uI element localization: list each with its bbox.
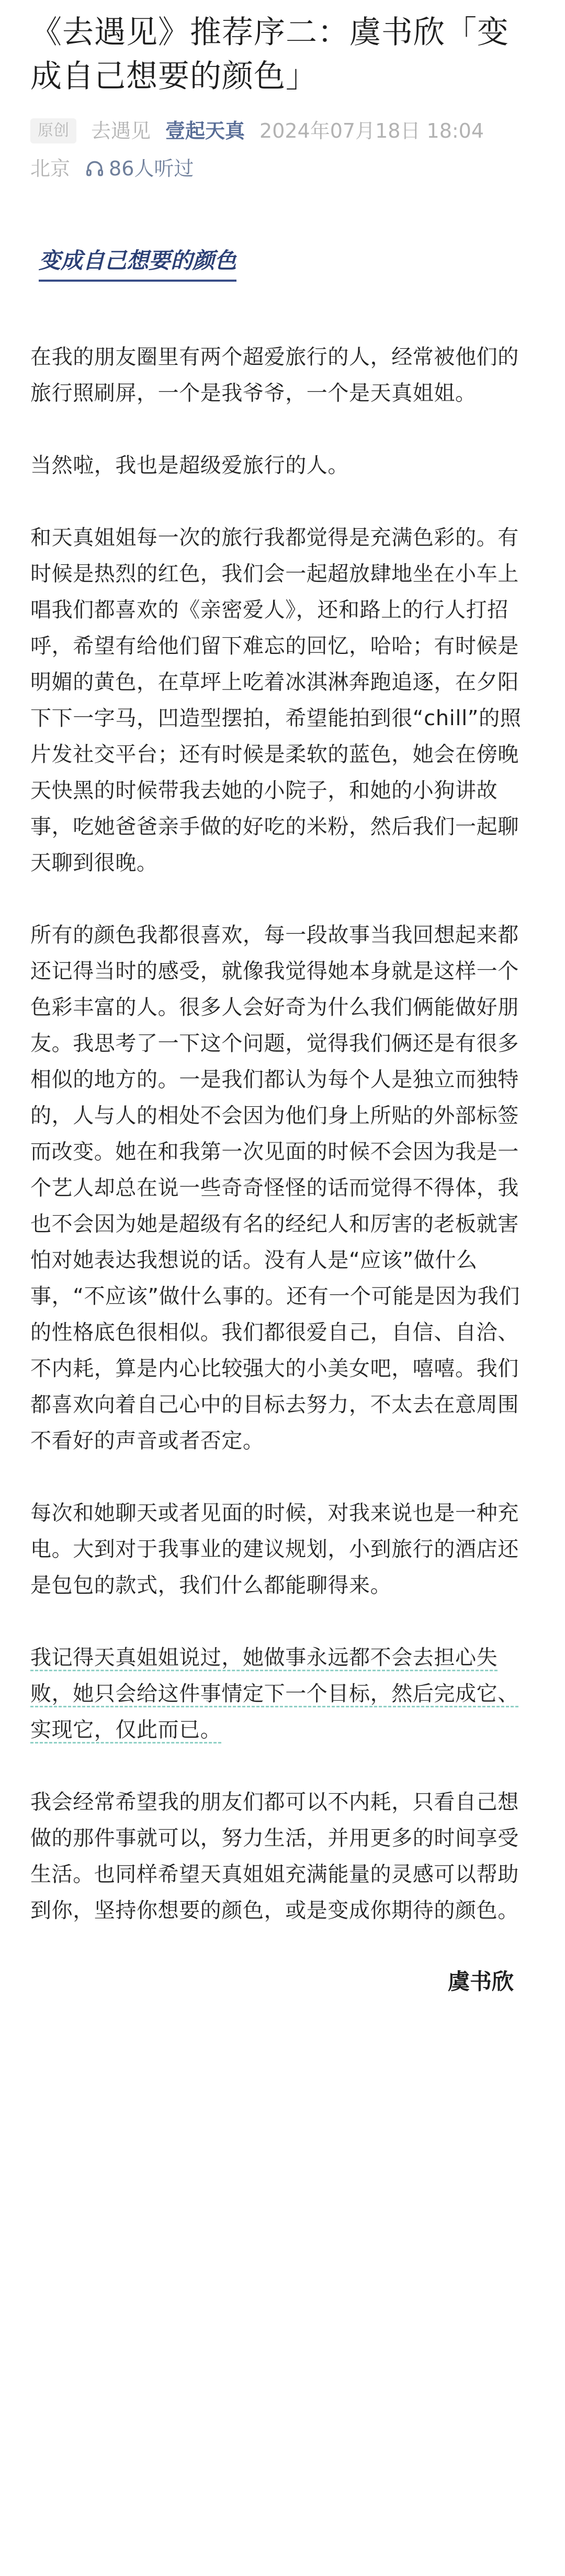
headphone-icon <box>85 159 105 179</box>
paragraph-5: 每次和她聊天或者见面的时候，对我来说也是一种充电。大到对于我事业的建议规划，小到旅行的酒店还是包包的款式，我们什么都能聊得来。 <box>30 1501 519 1597</box>
meta-line-top <box>30 112 535 150</box>
listener-count: 86人听过 <box>109 157 194 180</box>
highlighted-quote: 我记得天真姐姐说过，她做事永远都不会去担心失败，她只会给这件事情定下一个目标，然后完成它、实现它，仅此而已。 <box>30 1646 519 1742</box>
meta-line-bottom <box>30 150 535 187</box>
author-signature: 虞书欣 <box>447 1969 514 1994</box>
article-meta <box>30 112 535 187</box>
publish-datetime: 2024年07月18日 18:04 <box>259 119 484 142</box>
paragraph-1: 在我的朋友圈里有两个超爱旅行的人，经常被他们的旅行照刷屏，一个是我爷爷，一个是天真姐姐。 <box>30 345 519 405</box>
original-badge: 原创 <box>30 118 76 143</box>
article-title: 《去遇见》推荐序二：虞书欣「变成自己想要的颜色」 <box>30 14 509 95</box>
listen-button[interactable] <box>85 150 194 187</box>
paragraph-2: 当然啦，我也是超级爱旅行的人。 <box>30 453 349 478</box>
location-label: 北京 <box>30 157 71 180</box>
section-heading <box>30 246 535 282</box>
source-label: 去遇见 <box>91 119 151 142</box>
paragraph-3: 和天真姐姐每一次的旅行我都觉得是充满色彩的。有时候是热烈的红色，我们会一起超放肆地坐在小车上唱我们都喜欢的《亲密爱人》，还和路上的行人打招呼，希望有给他们留下难忘的回忆，哈哈；有时候是明媚的黄色，在草坪上吃着冰淇淋奔跑追逐，在夕阳下下一字马，凹造型摆拍，希望能拍到很“chill”的照片发社交平台；还有时候是柔软的蓝色，她会在傍晚天快黑的时候带我去她的小院子，和她的小狗讲故事，吃她爸爸亲手做的好吃的米粉，然后我们一起聊天聊到很晚。 <box>30 526 522 875</box>
account-link[interactable]: 壹起天真 <box>165 119 245 142</box>
section-heading-text: 变成自己想要的颜色 <box>39 246 236 282</box>
paragraph-7: 我会经常希望我的朋友们都可以不内耗，只看自己想做的那件事就可以，努力生活，并用更多的时间享受生活。也同样希望天真姐姐充满能量的灵感可以帮助到你，坚持你想要的颜色，或是变成你期待的颜色。 <box>30 1790 519 1923</box>
paragraph-4: 所有的颜色我都很喜欢，每一段故事当我回想起来都还记得当时的感受，就像我觉得她本身就是这样一个色彩丰富的人。很多人会好奇为什么我们俩能做好朋友。我思考了一下这个问题，觉得我们俩还是有很多相似的地方的。一是我们都认为每个人是独立而独特的，人与人的相处不会因为他们身上所贴的外部标签而改变。她在和我第一次见面的时候不会因为我是一个艺人却总在说一些奇奇怪怪的话而觉得不得体，我也不会因为她是超级有名的经纪人和厉害的老板就害怕对她表达我想说的话。没有人是“应该”做什么事，“不应该”做什么事的。还有一个可能是因为我们的性格底色很相似。我们都很爱自己，自信、自洽、不内耗，算是内心比较强大的小美女吧，嘻嘻。我们都喜欢向着自己心中的目标去努力，不太去在意周围不看好的声音或者否定。 <box>30 923 520 1453</box>
